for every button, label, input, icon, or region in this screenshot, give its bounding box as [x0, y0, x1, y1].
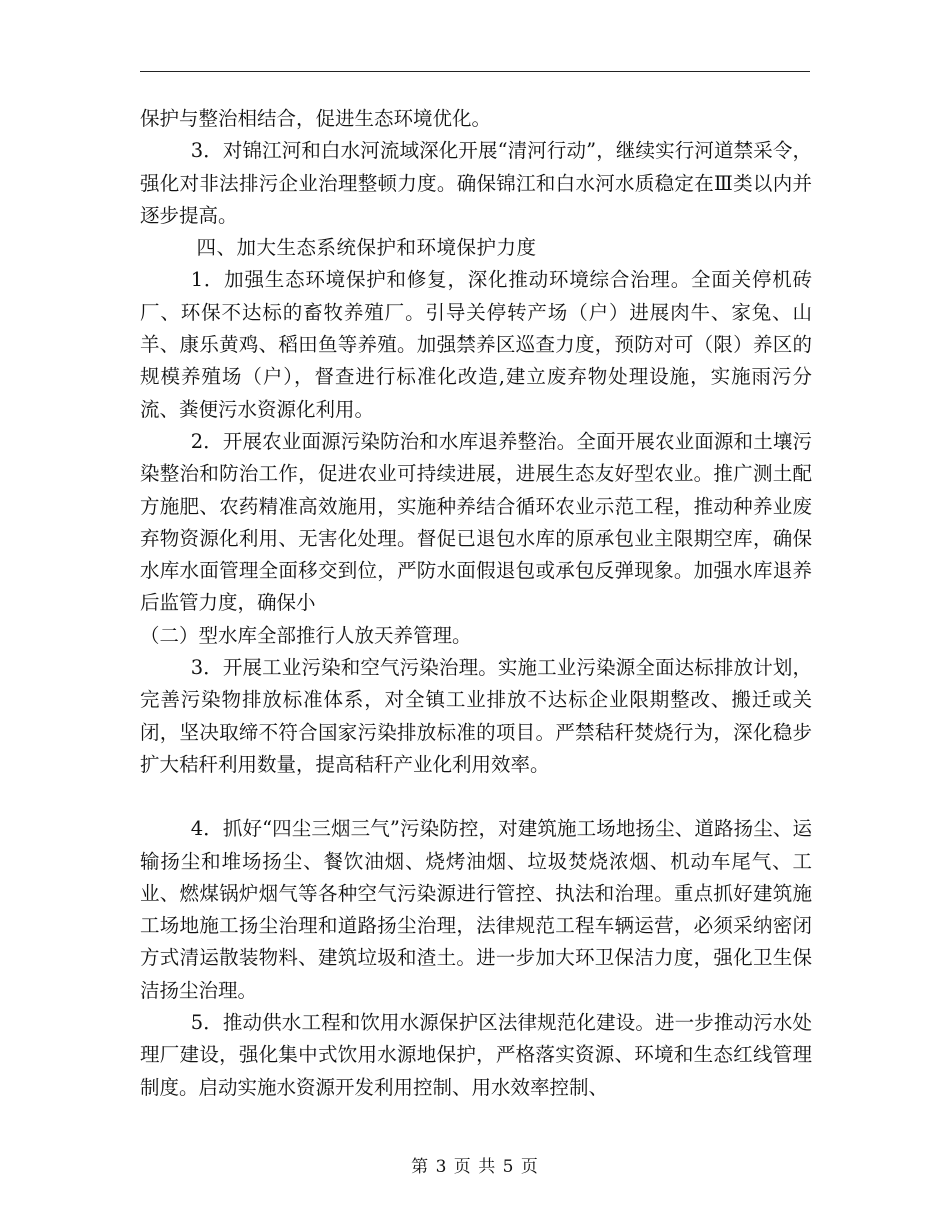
paragraph-continuation: 保护与整治相结合，促进生态环境优化。: [140, 107, 492, 130]
paragraph-item-2-agriculture: 2．开展农业面源污染防治和水库退养整治。全面开展农业面源和土壤污染整治和防治工作，促进农业可持续进展，进展生态友好型农业。推广测土配方施肥、农药精准高效施用，实施种养结合循环农业示范工程，推动种养业废弃物资源化利用、无害化处理。督促已退包水库的原承包业主限期空库，确保水库水面管理全面移交到位，严防水面假退包或承包反弹现象。加强水库退养后监管力度，确保小: [140, 429, 812, 615]
footer-total-suffix: 页: [520, 1157, 539, 1177]
footer-total-prefix: 共: [478, 1157, 497, 1177]
paragraph-item-2-continuation: （二）型水库全部推行人放天养管理。: [140, 623, 472, 647]
header-rule: [140, 71, 810, 72]
paragraph-gap: [140, 781, 812, 813]
footer-current-page: 3: [435, 1157, 448, 1177]
document-body: [140, 103, 812, 1104]
section-heading-4: 四、加大生态系统保护和环境保护力度: [196, 236, 537, 260]
paragraph-item-1-ecology: 1．加强生态环境保护和修复，深化推动环境综合治理。全面关停机砖厂、环保不达标的畜牧养殖厂。引导关停转产场（户）进展肉牛、家兔、山羊、康乐黄鸡、稻田鱼等养殖。加强禁养区巡查力度，预防对可（限）养区的规模养殖场（户），督查进行标准化改造,建立废弃物处理设施，实施雨污分流、粪便污水资源化利用。: [140, 268, 812, 421]
paragraph-item-5-water: 5．推动供水工程和饮用水源保护区法律规范化建设。进一步推动污水处理厂建设，强化集中式饮用水源地保护，严格落实资源、环境和生态红线管理制度。启动实施水资源开发利用控制、用水效率控制、: [140, 1011, 812, 1099]
paragraph-item-3-river: 3．对锦江河和白水河流域深化开展“清河行动”，继续实行河道禁采令，强化对非法排污企业治理整顿力度。确保锦江和白水河水质稳定在Ⅲ类以内并逐步提高。: [140, 139, 812, 227]
footer-page-label: 页: [453, 1157, 472, 1177]
page-footer: [0, 1152, 950, 1177]
paragraph-item-3-industry: 3．开展工业污染和空气污染治理。实施工业污染源全面达标排放计划，完善污染物排放标准体系，对全镇工业排放不达标企业限期整改、搬迁或关闭，坚决取缔不符合国家污染排放标准的项目。严禁秸秆焚烧行为，深化稳步扩大秸秆利用数量，提高秸秆产业化利用效率。: [140, 656, 812, 776]
footer-prefix: 第: [411, 1157, 430, 1177]
footer-total-pages: 5: [502, 1157, 515, 1177]
paragraph-item-4-dust: 4．抓好“四尘三烟三气”污染防控，对建筑施工场地扬尘、道路扬尘、运输扬尘和堆场扬尘、餐饮油烟、烧烤油烟、垃圾焚烧浓烟、机动车尾气、工业、燃煤锅炉烟气等各种空气污染源进行管控、执法和治理。重点抓好建筑施工场地施工扬尘治理和道路扬尘治理，法律规范工程车辆运营，必须采纳密闭方式清运散装物料、建筑垃圾和渣土。进一步加大环卫保洁力度，强化卫生保洁扬尘治理。: [140, 817, 812, 1002]
